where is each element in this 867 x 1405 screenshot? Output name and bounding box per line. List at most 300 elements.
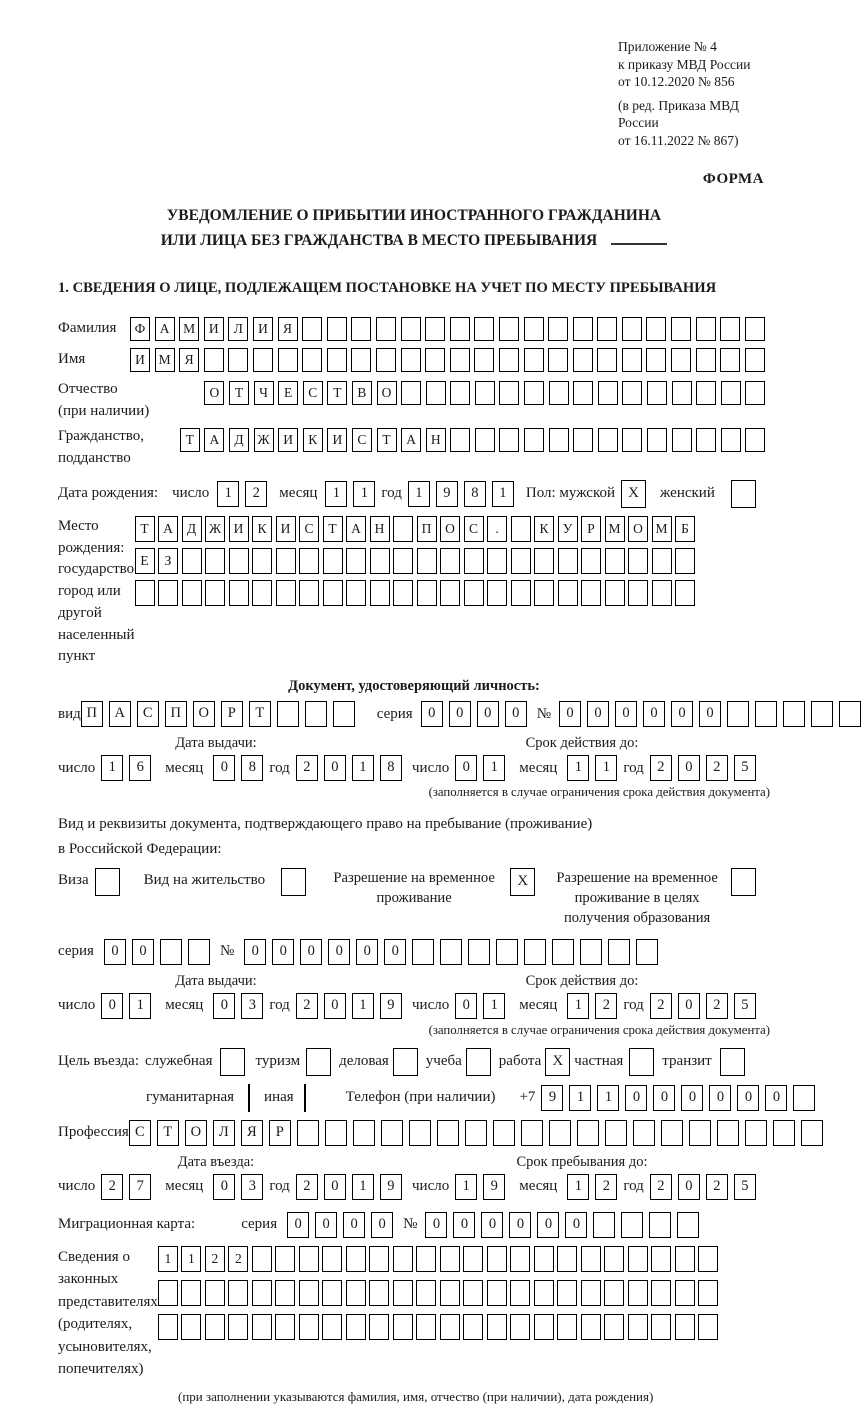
form-cell[interactable]: О: [440, 516, 460, 542]
form-cell[interactable]: [305, 701, 327, 727]
form-cell[interactable]: [468, 939, 490, 965]
form-cell[interactable]: [573, 428, 593, 452]
form-cell[interactable]: [783, 701, 805, 727]
form-cell[interactable]: 2: [296, 1174, 318, 1200]
form-cell[interactable]: [696, 381, 716, 405]
form-cell[interactable]: С: [129, 1120, 151, 1146]
form-cell[interactable]: 2: [650, 1174, 672, 1200]
purpose-official-checkbox[interactable]: [220, 1048, 245, 1076]
form-cell[interactable]: [440, 939, 462, 965]
form-cell[interactable]: [333, 701, 355, 727]
form-cell[interactable]: [369, 1314, 389, 1340]
form-cell[interactable]: В: [352, 381, 372, 405]
form-cell[interactable]: [672, 381, 692, 405]
form-cell[interactable]: [621, 1212, 643, 1238]
form-cell[interactable]: [811, 701, 833, 727]
form-cell[interactable]: [351, 317, 371, 341]
form-cell[interactable]: 0: [509, 1212, 531, 1238]
form-cell[interactable]: Ч: [254, 381, 274, 405]
form-cell[interactable]: [557, 1246, 577, 1272]
form-cell[interactable]: [297, 1120, 319, 1146]
form-cell[interactable]: [205, 580, 225, 606]
form-cell[interactable]: [323, 580, 343, 606]
form-cell[interactable]: 1: [483, 993, 505, 1019]
form-cell[interactable]: 9: [380, 1174, 402, 1200]
form-cell[interactable]: К: [534, 516, 554, 542]
form-cell[interactable]: [182, 580, 202, 606]
form-cell[interactable]: П: [417, 516, 437, 542]
form-cell[interactable]: [322, 1246, 342, 1272]
form-cell[interactable]: [369, 1246, 389, 1272]
form-cell[interactable]: 0: [678, 993, 700, 1019]
form-cell[interactable]: 0: [477, 701, 499, 727]
form-cell[interactable]: 1: [352, 755, 374, 781]
form-cell[interactable]: М: [155, 348, 175, 372]
temp-permit-checkbox[interactable]: X: [510, 868, 535, 896]
form-cell[interactable]: [437, 1120, 459, 1146]
form-cell[interactable]: 2: [595, 993, 617, 1019]
form-cell[interactable]: [416, 1314, 436, 1340]
form-cell[interactable]: [675, 1314, 695, 1340]
form-cell[interactable]: 7: [129, 1174, 151, 1200]
form-cell[interactable]: 0: [709, 1085, 731, 1111]
form-cell[interactable]: [487, 548, 507, 574]
form-cell[interactable]: [393, 1246, 413, 1272]
form-cell[interactable]: И: [204, 317, 224, 341]
form-cell[interactable]: [322, 1314, 342, 1340]
form-cell[interactable]: [628, 1246, 648, 1272]
form-cell[interactable]: [205, 1280, 225, 1306]
form-cell[interactable]: А: [204, 428, 224, 452]
form-cell[interactable]: [299, 1246, 319, 1272]
form-cell[interactable]: 1: [408, 481, 430, 507]
form-cell[interactable]: 3: [241, 1174, 263, 1200]
form-cell[interactable]: [252, 1246, 272, 1272]
form-cell[interactable]: [622, 381, 642, 405]
form-cell[interactable]: У: [558, 516, 578, 542]
form-cell[interactable]: 0: [328, 939, 350, 965]
form-cell[interactable]: 0: [421, 701, 443, 727]
form-cell[interactable]: [534, 580, 554, 606]
form-cell[interactable]: [252, 548, 272, 574]
form-cell[interactable]: [548, 348, 568, 372]
form-cell[interactable]: [598, 428, 618, 452]
form-cell[interactable]: 0: [324, 993, 346, 1019]
form-cell[interactable]: Я: [179, 348, 199, 372]
form-cell[interactable]: [534, 1246, 554, 1272]
form-cell[interactable]: Е: [135, 548, 155, 574]
form-cell[interactable]: Т: [327, 381, 347, 405]
form-cell[interactable]: [557, 1280, 577, 1306]
form-cell[interactable]: Ф: [130, 317, 150, 341]
form-cell[interactable]: 1: [352, 1174, 374, 1200]
form-cell[interactable]: [696, 348, 716, 372]
form-cell[interactable]: С: [303, 381, 323, 405]
form-cell[interactable]: Т: [180, 428, 200, 452]
form-cell[interactable]: 2: [650, 755, 672, 781]
purpose-tourism-checkbox[interactable]: [306, 1048, 331, 1076]
form-cell[interactable]: [181, 1314, 201, 1340]
form-cell[interactable]: [499, 381, 519, 405]
form-cell[interactable]: 1: [353, 481, 375, 507]
form-cell[interactable]: [464, 548, 484, 574]
form-cell[interactable]: [839, 701, 861, 727]
form-cell[interactable]: [416, 1280, 436, 1306]
form-cell[interactable]: [549, 1120, 571, 1146]
form-cell[interactable]: [622, 428, 642, 452]
form-cell[interactable]: [299, 548, 319, 574]
form-cell[interactable]: [793, 1085, 815, 1111]
form-cell[interactable]: Р: [581, 516, 601, 542]
form-cell[interactable]: [597, 348, 617, 372]
form-cell[interactable]: [275, 1246, 295, 1272]
form-cell[interactable]: [524, 381, 544, 405]
form-cell[interactable]: [228, 1314, 248, 1340]
form-cell[interactable]: [524, 348, 544, 372]
form-cell[interactable]: [475, 381, 495, 405]
form-cell[interactable]: [717, 1120, 739, 1146]
form-cell[interactable]: .: [487, 516, 507, 542]
form-cell[interactable]: [745, 428, 765, 452]
form-cell[interactable]: [675, 548, 695, 574]
purpose-business-checkbox[interactable]: [393, 1048, 418, 1076]
form-cell[interactable]: 0: [371, 1212, 393, 1238]
form-cell[interactable]: [675, 580, 695, 606]
form-cell[interactable]: [499, 428, 519, 452]
form-cell[interactable]: [135, 580, 155, 606]
purpose-private-checkbox[interactable]: [629, 1048, 654, 1076]
form-cell[interactable]: [277, 701, 299, 727]
form-cell[interactable]: [302, 348, 322, 372]
form-cell[interactable]: Я: [241, 1120, 263, 1146]
form-cell[interactable]: [353, 1120, 375, 1146]
form-cell[interactable]: [573, 317, 593, 341]
form-cell[interactable]: 2: [595, 1174, 617, 1200]
form-cell[interactable]: [487, 1314, 507, 1340]
form-cell[interactable]: А: [109, 701, 131, 727]
form-cell[interactable]: [228, 348, 248, 372]
form-cell[interactable]: [651, 1280, 671, 1306]
form-cell[interactable]: 1: [181, 1246, 201, 1272]
form-cell[interactable]: [652, 580, 672, 606]
form-cell[interactable]: 1: [483, 755, 505, 781]
form-cell[interactable]: [608, 939, 630, 965]
form-cell[interactable]: 0: [455, 993, 477, 1019]
form-cell[interactable]: 0: [213, 1174, 235, 1200]
form-cell[interactable]: П: [165, 701, 187, 727]
form-cell[interactable]: 0: [681, 1085, 703, 1111]
form-cell[interactable]: [577, 1120, 599, 1146]
form-cell[interactable]: [534, 1280, 554, 1306]
form-cell[interactable]: С: [352, 428, 372, 452]
form-cell[interactable]: [745, 348, 765, 372]
form-cell[interactable]: Б: [675, 516, 695, 542]
form-cell[interactable]: [581, 548, 601, 574]
purpose-other-checkbox[interactable]: [304, 1084, 306, 1112]
form-cell[interactable]: [417, 580, 437, 606]
form-cell[interactable]: О: [377, 381, 397, 405]
form-cell[interactable]: [698, 1314, 718, 1340]
form-cell[interactable]: Я: [278, 317, 298, 341]
form-cell[interactable]: 2: [706, 755, 728, 781]
form-cell[interactable]: 0: [737, 1085, 759, 1111]
form-cell[interactable]: 2: [650, 993, 672, 1019]
form-cell[interactable]: [511, 548, 531, 574]
form-cell[interactable]: [323, 548, 343, 574]
form-cell[interactable]: 0: [671, 701, 693, 727]
form-cell[interactable]: [557, 1314, 577, 1340]
form-cell[interactable]: [474, 348, 494, 372]
form-cell[interactable]: О: [185, 1120, 207, 1146]
form-cell[interactable]: [299, 1314, 319, 1340]
form-cell[interactable]: 1: [597, 1085, 619, 1111]
form-cell[interactable]: [440, 1280, 460, 1306]
form-cell[interactable]: [401, 381, 421, 405]
form-cell[interactable]: 2: [101, 1174, 123, 1200]
form-cell[interactable]: [573, 381, 593, 405]
form-cell[interactable]: [229, 580, 249, 606]
form-cell[interactable]: А: [155, 317, 175, 341]
form-cell[interactable]: 1: [455, 1174, 477, 1200]
purpose-humanitarian-checkbox[interactable]: [248, 1084, 250, 1112]
form-cell[interactable]: 0: [765, 1085, 787, 1111]
form-cell[interactable]: 2: [296, 993, 318, 1019]
form-cell[interactable]: [573, 348, 593, 372]
form-cell[interactable]: [370, 548, 390, 574]
form-cell[interactable]: 0: [453, 1212, 475, 1238]
form-cell[interactable]: [721, 428, 741, 452]
form-cell[interactable]: 0: [213, 755, 235, 781]
form-cell[interactable]: 0: [449, 701, 471, 727]
form-cell[interactable]: [327, 348, 347, 372]
form-cell[interactable]: [440, 580, 460, 606]
form-cell[interactable]: 1: [569, 1085, 591, 1111]
form-cell[interactable]: [351, 348, 371, 372]
male-checkbox[interactable]: X: [621, 480, 646, 508]
form-cell[interactable]: [581, 1280, 601, 1306]
form-cell[interactable]: [346, 1246, 366, 1272]
form-cell[interactable]: [534, 548, 554, 574]
form-cell[interactable]: [605, 1120, 627, 1146]
form-cell[interactable]: 1: [567, 1174, 589, 1200]
form-cell[interactable]: [487, 1246, 507, 1272]
form-cell[interactable]: И: [327, 428, 347, 452]
form-cell[interactable]: [496, 939, 518, 965]
form-cell[interactable]: [558, 548, 578, 574]
form-cell[interactable]: Р: [269, 1120, 291, 1146]
form-cell[interactable]: [487, 580, 507, 606]
form-cell[interactable]: [671, 348, 691, 372]
form-cell[interactable]: [605, 548, 625, 574]
form-cell[interactable]: [299, 580, 319, 606]
form-cell[interactable]: К: [252, 516, 272, 542]
form-cell[interactable]: 8: [380, 755, 402, 781]
form-cell[interactable]: [401, 317, 421, 341]
form-cell[interactable]: [425, 348, 445, 372]
form-cell[interactable]: [628, 1280, 648, 1306]
form-cell[interactable]: 2: [228, 1246, 248, 1272]
form-cell[interactable]: 9: [436, 481, 458, 507]
form-cell[interactable]: [633, 1120, 655, 1146]
form-cell[interactable]: 2: [296, 755, 318, 781]
form-cell[interactable]: [393, 580, 413, 606]
form-cell[interactable]: 1: [158, 1246, 178, 1272]
form-cell[interactable]: [205, 1314, 225, 1340]
form-cell[interactable]: Р: [221, 701, 243, 727]
form-cell[interactable]: 0: [356, 939, 378, 965]
form-cell[interactable]: 1: [567, 993, 589, 1019]
form-cell[interactable]: 0: [244, 939, 266, 965]
form-cell[interactable]: [720, 348, 740, 372]
form-cell[interactable]: М: [652, 516, 672, 542]
form-cell[interactable]: [346, 1280, 366, 1306]
form-cell[interactable]: [581, 1314, 601, 1340]
form-cell[interactable]: [534, 1314, 554, 1340]
form-cell[interactable]: О: [204, 381, 224, 405]
form-cell[interactable]: [322, 1280, 342, 1306]
form-cell[interactable]: [229, 548, 249, 574]
form-cell[interactable]: Т: [135, 516, 155, 542]
form-cell[interactable]: [604, 1280, 624, 1306]
form-cell[interactable]: [698, 1280, 718, 1306]
form-cell[interactable]: [450, 428, 470, 452]
form-cell[interactable]: 5: [734, 755, 756, 781]
form-cell[interactable]: 0: [587, 701, 609, 727]
form-cell[interactable]: [158, 580, 178, 606]
form-cell[interactable]: Д: [182, 516, 202, 542]
form-cell[interactable]: Л: [228, 317, 248, 341]
form-cell[interactable]: 0: [384, 939, 406, 965]
form-cell[interactable]: Т: [249, 701, 271, 727]
form-cell[interactable]: [205, 548, 225, 574]
form-cell[interactable]: А: [401, 428, 421, 452]
form-cell[interactable]: [646, 348, 666, 372]
form-cell[interactable]: [524, 428, 544, 452]
form-cell[interactable]: [801, 1120, 823, 1146]
form-cell[interactable]: [327, 317, 347, 341]
form-cell[interactable]: 0: [643, 701, 665, 727]
form-cell[interactable]: [581, 1246, 601, 1272]
form-cell[interactable]: 0: [324, 1174, 346, 1200]
form-cell[interactable]: 2: [706, 1174, 728, 1200]
form-cell[interactable]: [605, 580, 625, 606]
form-cell[interactable]: Т: [229, 381, 249, 405]
form-cell[interactable]: [721, 381, 741, 405]
form-cell[interactable]: [278, 348, 298, 372]
form-cell[interactable]: [598, 381, 618, 405]
form-cell[interactable]: [580, 939, 602, 965]
form-cell[interactable]: [581, 580, 601, 606]
form-cell[interactable]: [346, 548, 366, 574]
form-cell[interactable]: 2: [205, 1246, 225, 1272]
form-cell[interactable]: [628, 580, 648, 606]
form-cell[interactable]: 5: [734, 993, 756, 1019]
form-cell[interactable]: 1: [595, 755, 617, 781]
form-cell[interactable]: О: [628, 516, 648, 542]
form-cell[interactable]: 9: [380, 993, 402, 1019]
form-cell[interactable]: [252, 1314, 272, 1340]
form-cell[interactable]: 1: [129, 993, 151, 1019]
form-cell[interactable]: [549, 428, 569, 452]
form-cell[interactable]: 2: [245, 481, 267, 507]
form-cell[interactable]: 0: [101, 993, 123, 1019]
form-cell[interactable]: [426, 381, 446, 405]
form-cell[interactable]: [376, 317, 396, 341]
temp-permit-edu-checkbox[interactable]: [731, 868, 756, 896]
form-cell[interactable]: [552, 939, 574, 965]
form-cell[interactable]: 9: [483, 1174, 505, 1200]
form-cell[interactable]: [252, 1280, 272, 1306]
form-cell[interactable]: [276, 580, 296, 606]
purpose-transit-checkbox[interactable]: [720, 1048, 745, 1076]
form-cell[interactable]: 9: [541, 1085, 563, 1111]
form-cell[interactable]: 0: [653, 1085, 675, 1111]
form-cell[interactable]: [450, 348, 470, 372]
form-cell[interactable]: И: [130, 348, 150, 372]
form-cell[interactable]: И: [278, 428, 298, 452]
form-cell[interactable]: 1: [217, 481, 239, 507]
form-cell[interactable]: 8: [464, 481, 486, 507]
form-cell[interactable]: [524, 317, 544, 341]
form-cell[interactable]: [393, 1280, 413, 1306]
form-cell[interactable]: Т: [323, 516, 343, 542]
form-cell[interactable]: [511, 516, 531, 542]
form-cell[interactable]: [646, 317, 666, 341]
form-cell[interactable]: 0: [625, 1085, 647, 1111]
form-cell[interactable]: [593, 1212, 615, 1238]
form-cell[interactable]: [745, 1120, 767, 1146]
form-cell[interactable]: [228, 1280, 248, 1306]
purpose-study-checkbox[interactable]: [466, 1048, 491, 1076]
form-cell[interactable]: [622, 317, 642, 341]
form-cell[interactable]: [622, 348, 642, 372]
form-cell[interactable]: 0: [425, 1212, 447, 1238]
form-cell[interactable]: [510, 1246, 530, 1272]
form-cell[interactable]: [182, 548, 202, 574]
form-cell[interactable]: Ж: [205, 516, 225, 542]
form-cell[interactable]: [549, 381, 569, 405]
form-cell[interactable]: [416, 1246, 436, 1272]
form-cell[interactable]: 8: [241, 755, 263, 781]
form-cell[interactable]: 0: [678, 1174, 700, 1200]
form-cell[interactable]: [253, 348, 273, 372]
form-cell[interactable]: [440, 1314, 460, 1340]
form-cell[interactable]: [369, 1280, 389, 1306]
form-cell[interactable]: [417, 548, 437, 574]
form-cell[interactable]: [677, 1212, 699, 1238]
form-cell[interactable]: [652, 548, 672, 574]
form-cell[interactable]: 0: [678, 755, 700, 781]
form-cell[interactable]: [346, 1314, 366, 1340]
form-cell[interactable]: 0: [287, 1212, 309, 1238]
form-cell[interactable]: 0: [272, 939, 294, 965]
form-cell[interactable]: [647, 381, 667, 405]
form-cell[interactable]: [393, 548, 413, 574]
form-cell[interactable]: Л: [213, 1120, 235, 1146]
form-cell[interactable]: Е: [278, 381, 298, 405]
form-cell[interactable]: 1: [492, 481, 514, 507]
form-cell[interactable]: И: [229, 516, 249, 542]
form-cell[interactable]: [651, 1314, 671, 1340]
form-cell[interactable]: 3: [241, 993, 263, 1019]
form-cell[interactable]: [510, 1280, 530, 1306]
female-checkbox[interactable]: [731, 480, 756, 508]
form-cell[interactable]: [628, 548, 648, 574]
form-cell[interactable]: [696, 317, 716, 341]
form-cell[interactable]: [450, 381, 470, 405]
form-cell[interactable]: [275, 1280, 295, 1306]
form-cell[interactable]: [465, 1120, 487, 1146]
